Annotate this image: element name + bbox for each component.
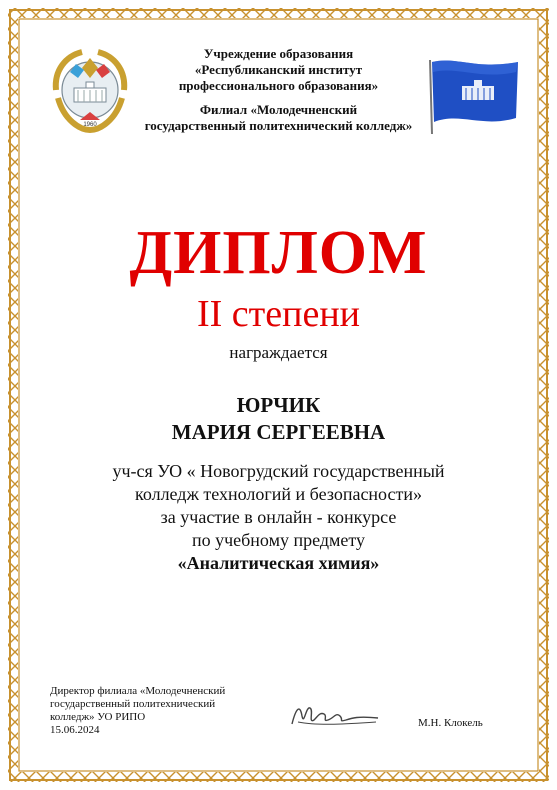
org-line-2: «Республиканский институт [194,62,363,77]
branch-line-1: Филиал «Молодечненский [199,102,358,117]
signer-name: М.Н. Клокель [418,717,483,729]
diploma-degree: II степени [196,293,361,335]
award-details [0,460,557,575]
issue-date: 15.06.2024 [50,724,100,736]
details-line-3: за участие в онлайн - конкурсе [160,507,397,527]
director-line-2: государственный политехнический [50,698,216,710]
director-block [50,685,300,737]
emblem-year: 1960 [83,122,97,128]
details-line-1: уч-ся УО « Новогрудский государственный [112,461,445,481]
details-line-4: по учебному предмету [191,530,366,550]
director-line-3: колледж» УО РИПО [50,711,146,723]
flag-icon [426,56,522,136]
signature-icon [288,698,382,732]
director-line-1: Директор филиала «Молодечненский [50,685,226,697]
recipient-given-names: МАРИЯ СЕРГЕЕВНА [171,420,386,444]
subject-name: «Аналитическая химия» [177,553,380,573]
org-line-1: Учреждение образования [203,46,354,61]
recipient-name [0,392,557,446]
recipient-surname: ЮРЧИК [236,393,321,417]
org-line-3: профессионального образования» [178,78,379,93]
branch-line-2: государственный политехнический колледж» [144,118,413,133]
diploma-title: ДИПЛОМ [129,219,428,287]
details-line-2: колледж технологий и безопасности» [135,484,422,504]
awarded-label: награждается [229,343,328,362]
